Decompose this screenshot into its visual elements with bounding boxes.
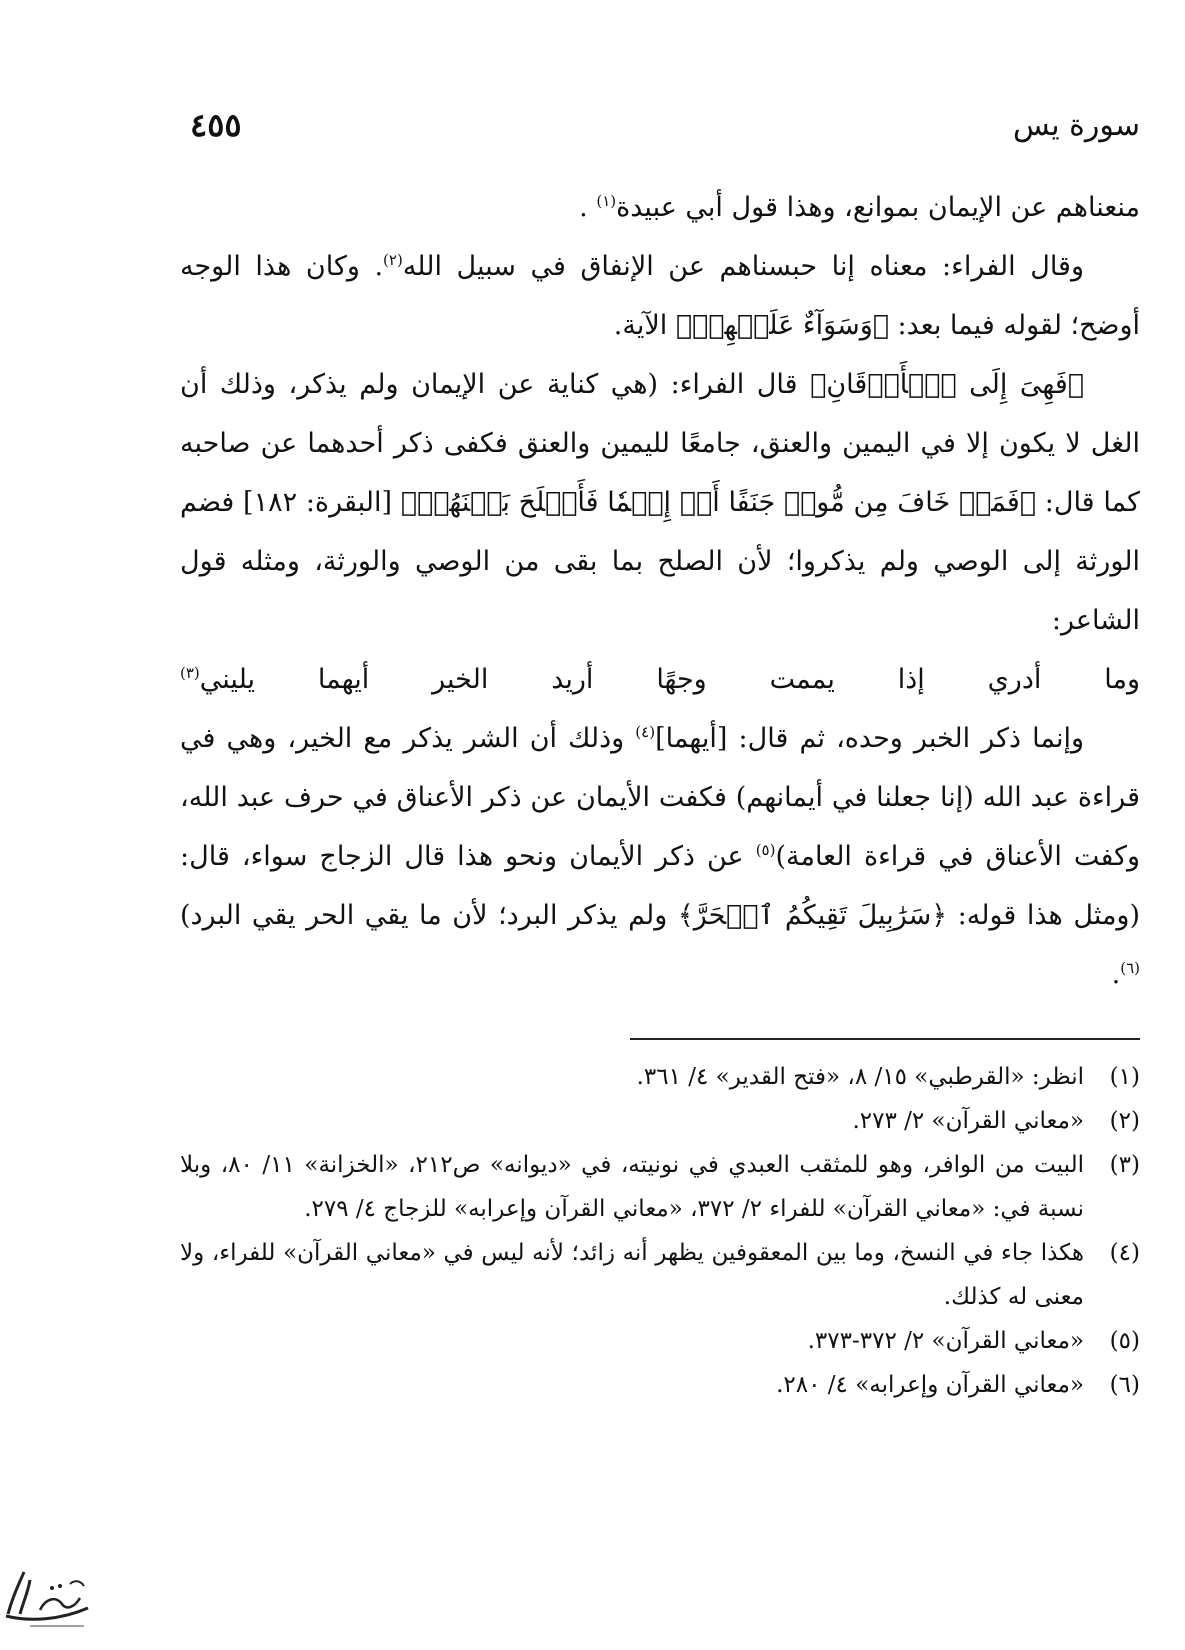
footnote-number: (٦) (1109, 1372, 1140, 1398)
footnote-text: انظر: «القرطبي» ١٥/ ٨، «فتح القدير» ٤/ ٣٦١. (636, 1064, 1084, 1090)
footnote-text: «معاني القرآن» ٢/ ٣٧٢-٣٧٣. (807, 1328, 1084, 1354)
running-head (140, 100, 1185, 160)
footnote-number: (٤) (1109, 1240, 1140, 1266)
surah-title: سورة يس (1013, 108, 1140, 143)
quran-quote: ﴿سَرَٰبِيلَ تَقِيكُمُ ٱلۡحَرَّ﴾ (677, 900, 948, 931)
footnote-ref-2[interactable]: (٢) (383, 251, 403, 269)
footnote-text: «معاني القرآن» ٢/ ٢٧٣. (852, 1108, 1084, 1134)
footnote-item (180, 1363, 1140, 1407)
footnote-item (180, 1231, 1140, 1319)
footnote-ref-5[interactable]: (٥) (755, 841, 776, 859)
footnote-text: هكذا جاء في النسخ، وما بين المعقوفين يظهر أنه زائد؛ لأنه ليس في «معاني القرآن» للفراء، ولا معنى له كذلك. (180, 1240, 1084, 1310)
footnote-item (180, 1143, 1140, 1231)
footnote-ref-6[interactable]: (٦) (1120, 959, 1140, 977)
footnote-number: (٥) (1109, 1328, 1140, 1354)
footnote-ref-3[interactable]: (٣) (180, 664, 200, 682)
footnote-item (180, 1099, 1140, 1143)
calligraphy-logo-icon (0, 1562, 95, 1632)
paragraph-4: وإنما ذكر الخبر وحده، ثم قال: [أيهما]$^{(٤)}$ وذلك أن الشر يذكر مع الخير، وهي في قراءة عبد الله (إنا جعلنا في أيمانهم) فكفت الأيمان عن ذكر الأعناق في حرف عبد الله، وكفت الأعناق في قراءة العامة)$^{(٥)}$ عن ذكر الأيمان ونحو هذا قال الزجاج سواء، قال: (ومثل هذا قوله: ﴿سَرَٰبِيلَ تَقِيكُمُ ٱلۡحَرَّ﴾ ولم يذكر البرد؛ لأن ما يقي الحر يقي البرد)$^{(٦)}$. (180, 723, 1140, 990)
footnote-ref-1[interactable]: (١) (596, 192, 617, 210)
footnotes (180, 1055, 1140, 1407)
paragraph-1: منعناهم عن الإيمان بموانع، وهذا قول أبي عبيدة$^{(١)}$ . (579, 192, 1140, 223)
quran-quote: ﴿فَهِىَ إِلَى ٱلۡأَذۡقَانِ﴾ (810, 369, 1084, 400)
paragraph-2: وقال الفراء: معناه إنا حبسناهم عن الإنفاق في سبيل الله$^{(٢)}$. وكان هذا الوجه أوضح؛ لقوله فيما بعد: ﴿وَسَوَآءٌ عَلَيۡهِمۡ﴾ الآية. (180, 251, 1140, 341)
footnote-number: (٢) (1109, 1108, 1140, 1134)
footnote-number: (٣) (1109, 1152, 1140, 1178)
paragraph-3: ﴿فَهِىَ إِلَى ٱلۡأَذۡقَانِ﴾ قال الفراء: (هي كناية عن الإيمان ولم يذكر، وذلك أن الغل لا يكون إلا في اليمين والعنق، جامعًا لليمين والعنق فكفى ذكر أحدهما عن صاحبه كما قال: ﴿فَمَنۡ خَافَ مِن مُّوصٖ جَنَفًا أَوۡ إِثۡمٗا فَأَصۡلَحَ بَيۡنَهُمۡ﴾ [البقرة: ١٨٢] فضم الورثة إلى الوصي ولم يذكروا؛ لأن الصلح بما بقى من الوصي والورثة، ومثله قول الشاعر: (180, 369, 1141, 636)
main-text (180, 178, 1140, 1004)
book-page (140, 100, 1185, 1650)
footnote-item (180, 1319, 1140, 1363)
footnote-divider (630, 1038, 1140, 1040)
page-number: ٤٥٥ (190, 106, 242, 144)
footnote-item (180, 1055, 1140, 1099)
quran-quote: ﴿وَسَوَآءٌ عَلَيۡهِمۡ﴾ (675, 310, 889, 341)
footnote-text: «معاني القرآن وإعرابه» ٤/ ٢٨٠. (776, 1372, 1084, 1398)
poetry-verse: وما أدري إذا يممت وجهًا أريد الخير أيهما يليني$^{(٣)}$ (180, 664, 1140, 695)
footnote-number: (١) (1109, 1064, 1140, 1090)
footnote-ref-4[interactable]: (٤) (635, 723, 656, 741)
footnote-text: البيت من الوافر، وهو للمثقب العبدي في نونيته، في «ديوانه» ص٢١٢، «الخزانة» ١١/ ٨٠، وبلا نسبة في: «معاني القرآن» للفراء ٢/ ٣٧٢، «معاني القرآن وإعرابه» للزجاج ٤/ ٢٧٩. (180, 1152, 1085, 1222)
quran-quote: ﴿فَمَنۡ خَافَ مِن مُّوصٖ جَنَفًا أَوۡ إِثۡمٗا فَأَصۡلَحَ بَيۡنَهُمۡ﴾ (400, 487, 1036, 518)
